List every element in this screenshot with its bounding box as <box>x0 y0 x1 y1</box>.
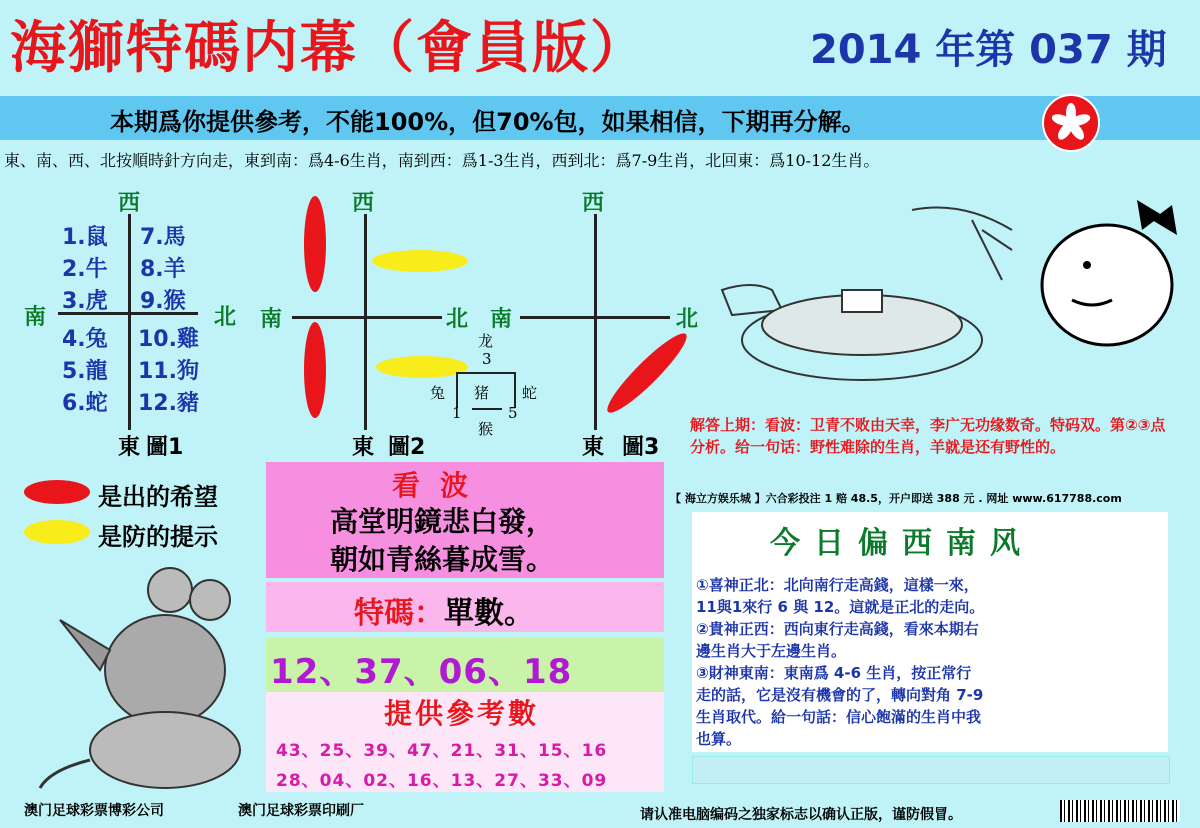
fig2-west: 西 <box>352 191 375 216</box>
fig2-monkey: 猴 <box>478 420 494 438</box>
fig2-snake: 蛇 <box>522 384 538 402</box>
fig2-rabbit: 兔 <box>430 384 446 402</box>
hk-emblem-icon <box>1042 94 1100 152</box>
fig3-south: 南 <box>490 307 513 332</box>
kanbo-title: 看波 <box>392 469 489 502</box>
kanbo-line1: 高堂明鏡悲白發， <box>330 505 555 538</box>
fig2-vertical-axis <box>364 214 367 430</box>
zodiac-item: 1.鼠 <box>62 225 108 250</box>
zodiac-item: 9.猴 <box>140 289 186 314</box>
tema-line <box>354 588 534 632</box>
page-title: 海獅特碼内幕（會員版） <box>10 15 648 81</box>
fig2-label: 圖2 <box>388 435 426 460</box>
promo-line: 【 海立方娱乐城 】六合彩投注 1 赔 48.5，开户即送 388 元 . 网址 www.617788.com <box>670 492 1122 505</box>
legend-red-text: 是出的希望 <box>98 483 218 511</box>
fig2-inner-hline-bottom <box>472 408 502 410</box>
fig2-pig: 猪 <box>474 384 490 402</box>
fig2-yellow-oval-top <box>372 250 468 272</box>
fig3-east: 東 <box>582 435 605 460</box>
zodiac-item: 7.馬 <box>140 225 186 250</box>
barcode-icon <box>1060 800 1180 822</box>
reference-title: 提供參考數 <box>384 697 540 730</box>
banner-text: 本期爲你提供參考，不能100%，但70%包，如果相信，下期再分解。 <box>110 108 866 136</box>
fig1-right-top <box>140 222 186 318</box>
zodiac-item: 12.豬 <box>138 391 199 416</box>
footer-company2: 澳门足球彩票印刷厂 <box>238 803 364 819</box>
cartoon-pig-illustration <box>1032 190 1182 350</box>
legend-red-oval <box>24 480 90 504</box>
zodiac-item: 6.蛇 <box>62 391 108 416</box>
fig2-inner-vline-left <box>456 372 458 408</box>
note-item: ③財神東南：東南爲 4-6 生肖，按正常行走的話，它是沒有機會的了，轉向對角 7-9 生肖取代。給一句話：信心飽滿的生肖中我也算。 <box>696 664 984 748</box>
wind-text: 今日偏西南风 <box>770 526 1034 561</box>
fig3-red-oval-diagonal <box>600 326 693 419</box>
fig1-right-bottom <box>138 324 199 420</box>
fig3-north: 北 <box>676 307 699 332</box>
fig2-horizontal-axis <box>292 316 442 319</box>
fig2-dragon: 龙 <box>478 332 494 350</box>
zodiac-item: 11.狗 <box>138 359 199 384</box>
fig2-inner-vline-right <box>514 372 516 408</box>
fig2-yellow-oval-bottom <box>376 356 468 378</box>
fig3-west: 西 <box>582 191 605 216</box>
reference-row1: 43、25、39、47、21、31、15、16 <box>276 741 608 761</box>
notes-list <box>696 574 986 750</box>
blank-strip <box>692 756 1170 784</box>
fig2-inner-hline <box>456 372 516 374</box>
fig2-south: 南 <box>260 307 283 332</box>
footer-notice: 请认准电脑编码之独家标志以确认正版，谨防假冒。 <box>640 807 962 823</box>
fig1-left-top <box>62 222 108 318</box>
special-numbers: 12、37、06、18 <box>270 652 573 692</box>
fig2-five: 5 <box>508 404 518 422</box>
zodiac-item: 4.兔 <box>62 327 108 352</box>
fig3-label: 圖3 <box>622 435 660 460</box>
fig3-horizontal-axis <box>520 316 670 319</box>
fig3-vertical-axis <box>594 214 597 430</box>
fig2-red-oval-west <box>304 196 326 292</box>
fig2-red-oval-east <box>304 322 326 418</box>
tema-value: 單數。 <box>444 596 534 631</box>
kanbo-line2: 朝如青絲暮成雪。 <box>330 543 555 576</box>
previous-answer: 解答上期：看波：卫青不败由天幸，李广无功缘数奇。特码双。第②③点分析。给一句话：野性难除的生肖，羊就是还有野性的。 <box>690 416 1166 456</box>
zodiac-item: 10.雞 <box>138 327 199 352</box>
fig2-three: 3 <box>482 350 492 368</box>
fig2-north: 北 <box>446 307 469 332</box>
legend-yellow-text: 是防的提示 <box>98 523 218 551</box>
note-item: ①喜神正北：北向南行走高錢，這樣一來，11與1來行 6 與 12。這就是正北的走向。 <box>696 576 985 616</box>
fig1-vertical-axis <box>128 214 131 430</box>
fig2-east: 東 <box>352 435 375 460</box>
zodiac-item: 8.羊 <box>140 257 186 282</box>
fig1-west: 西 <box>118 191 141 216</box>
reference-row2: 28、04、02、16、13、27、33、09 <box>276 771 608 791</box>
fig1-east: 東 <box>118 435 141 460</box>
fig1-north: 北 <box>214 305 237 330</box>
direction-rule: 東、南、西、北按順時針方向走，東到南：爲4-6生肖，南到西：爲1-3生肖，西到北：爲7-9生肖，北回東：爲10-12生肖。 <box>4 151 880 170</box>
note-item: ②貴神正西：西向東行走高錢，看來本期右邊生肖大于左邊生肖。 <box>696 620 979 660</box>
zodiac-item: 2.牛 <box>62 257 108 282</box>
fig1-south: 南 <box>24 305 47 330</box>
zodiac-item: 3.虎 <box>62 289 108 314</box>
tema-label: 特碼： <box>354 596 444 631</box>
fig1-label: 圖1 <box>146 435 184 460</box>
footer-company1: 澳门足球彩票博彩公司 <box>24 803 164 819</box>
ink-painting-illustration <box>712 190 1032 410</box>
zodiac-item: 5.龍 <box>62 359 108 384</box>
legend-yellow-oval <box>24 520 90 544</box>
fig2-one: 1 <box>452 404 462 422</box>
issue-number: 2014 年第 037 期 <box>810 27 1167 73</box>
fig1-left-bottom <box>62 324 108 420</box>
rat-illustration <box>30 560 250 790</box>
